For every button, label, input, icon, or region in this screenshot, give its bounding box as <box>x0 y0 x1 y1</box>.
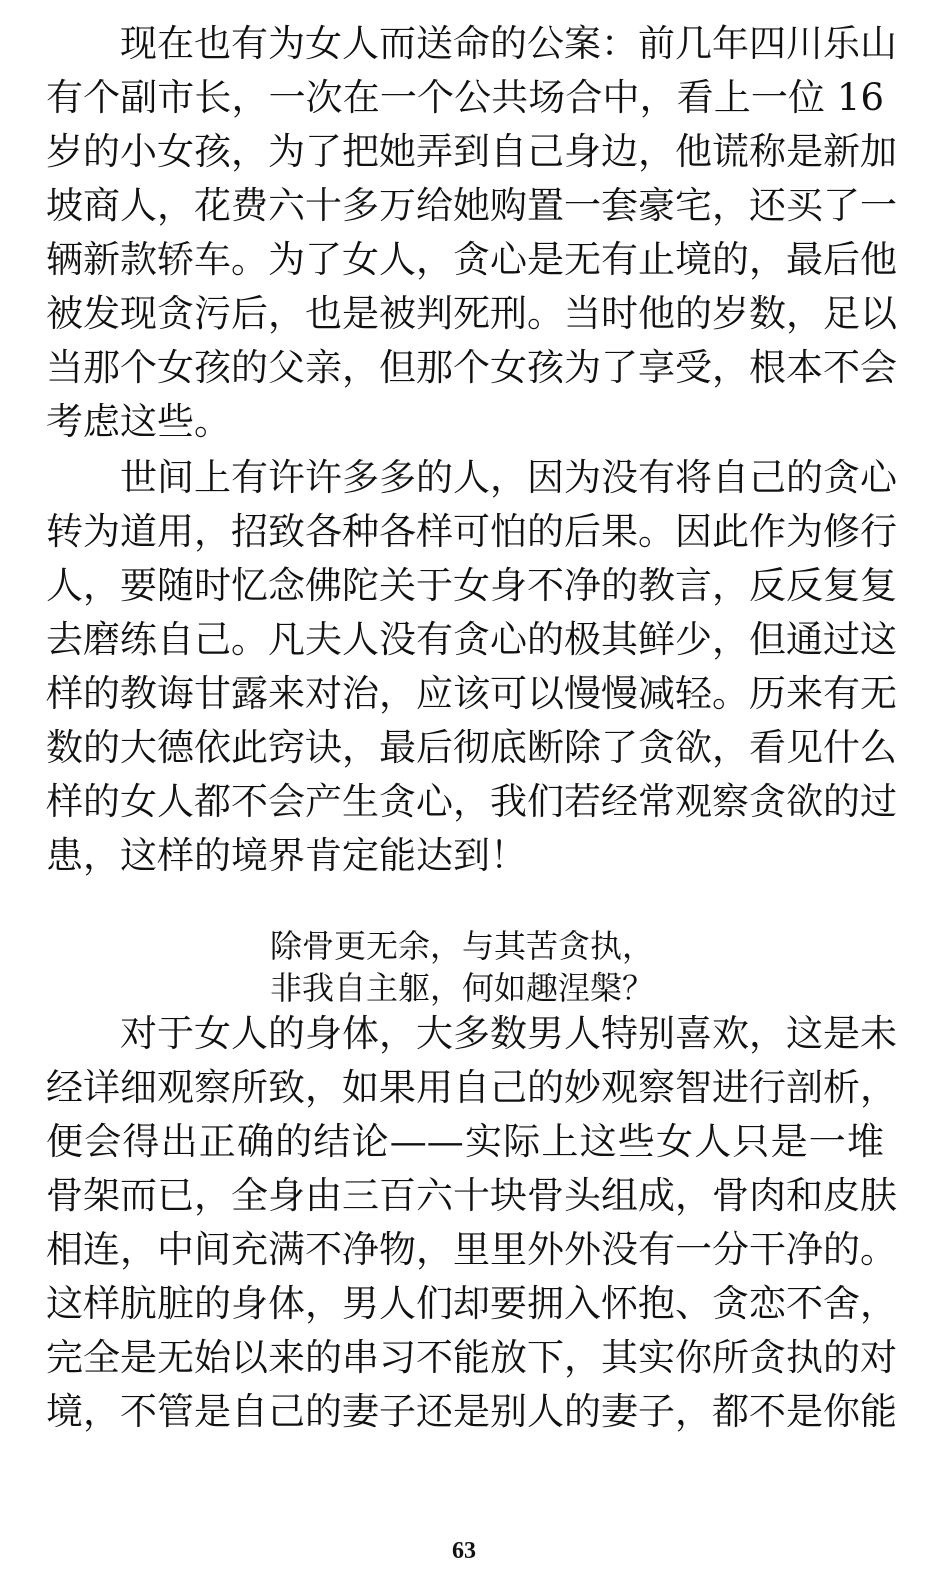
paragraph-1-line-1: 现在也有为女人而送命的公案：前几年四川乐山 <box>120 22 897 65</box>
paragraph-2-line-6: 数的大德依此窍诀，最后彻底断除了贪欲，看见什么 <box>46 726 897 769</box>
paragraph-3-line-1: 对于女人的身体，大多数男人特别喜欢，这是未 <box>120 1012 897 1055</box>
paragraph-2-line-8: 患，这样的境界肯定能达到！ <box>46 834 527 877</box>
paragraph-1-line-5: 辆新款轿车。为了女人，贪心是无有止境的，最后他 <box>46 238 897 281</box>
paragraph-3-line-3: 便会得出正确的结论——实际上这些女人只是一堆 <box>46 1120 884 1163</box>
paragraph-3-line-6: 这样肮脏的身体，男人们却要拥入怀抱、贪恋不舍， <box>46 1282 897 1325</box>
paragraph-1-line-2: 有个副市长，一次在一个公共场合中，看上一位 16 <box>46 76 884 119</box>
page-number: 63 <box>452 1538 476 1564</box>
paragraph-1-line-7: 当那个女孩的父亲，但那个女孩为了享受，根本不会 <box>46 346 897 389</box>
paragraph-2-line-3: 人，要随时忆念佛陀关于女身不净的教言，反反复复 <box>46 564 897 607</box>
paragraph-3-line-8: 境，不管是自己的妻子还是别人的妻子，都不是你能 <box>46 1390 897 1433</box>
paragraph-3-line-5: 相连，中间充满不净物，里里外外没有一分干净的。 <box>46 1228 897 1271</box>
paragraph-3-line-2: 经详细观察所致，如果用自己的妙观察智进行剖析， <box>46 1066 897 1109</box>
paragraph-1-line-4: 坡商人，花费六十多万给她购置一套豪宅，还买了一 <box>46 184 897 227</box>
paragraph-1-line-6: 被发现贪污后，也是被判死刑。当时他的岁数，足以 <box>46 292 897 335</box>
paragraph-3-line-7: 完全是无始以来的串习不能放下，其实你所贪执的对 <box>46 1336 897 1379</box>
paragraph-2-line-2: 转为道用，招致各种各样可怕的后果。因此作为修行 <box>46 510 897 553</box>
verse-line-2: 非我自主躯，何如趣涅槃？ <box>270 969 655 1007</box>
paragraph-2-line-4: 去磨练自己。凡夫人没有贪心的极其鲜少，但通过这 <box>46 618 897 661</box>
paragraph-2-line-7: 样的女人都不会产生贪心，我们若经常观察贪欲的过 <box>46 780 897 823</box>
verse-line-1: 除骨更无余，与其苦贪执， <box>270 927 655 965</box>
paragraph-3-line-4: 骨架而已，全身由三百六十块骨头组成，骨肉和皮肤 <box>46 1174 897 1217</box>
paragraph-1-line-3: 岁的小女孩，为了把她弄到自己身边，他谎称是新加 <box>46 130 897 173</box>
paragraph-1-line-8: 考虑这些。 <box>46 400 231 443</box>
paragraph-2-line-1: 世间上有许许多多的人，因为没有将自己的贪心 <box>120 456 897 499</box>
paragraph-2-line-5: 样的教诲甘露来对治，应该可以慢慢减轻。历来有无 <box>46 672 897 715</box>
